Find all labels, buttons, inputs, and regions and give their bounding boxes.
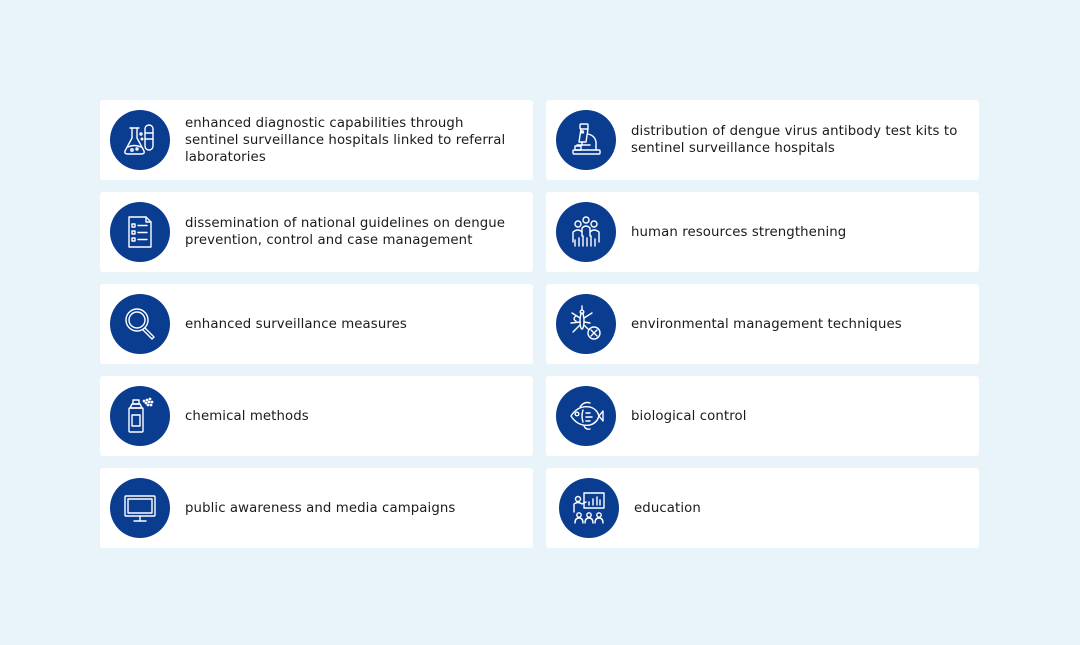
card-label: education <box>634 500 701 516</box>
mosquito-cross-icon <box>556 294 616 354</box>
card-label: distribution of dengue virus antibody test kits to sentinel surveillance hospitals <box>631 124 958 156</box>
checklist-document-icon <box>110 202 170 262</box>
lab-flask-icon <box>110 110 170 170</box>
card-label: public awareness and media campaigns <box>185 500 456 516</box>
card-label: chemical methods <box>185 408 309 424</box>
magnifying-glass-icon <box>110 294 170 354</box>
card-label: dissemination of national guidelines on dengue prevention, control and case management <box>185 216 506 248</box>
fish-icon <box>556 386 616 446</box>
card-human-resources <box>546 192 979 272</box>
spray-can-icon <box>110 386 170 446</box>
card-label: biological control <box>631 408 747 424</box>
microscope-icon <box>556 110 616 170</box>
card-antibody-test-kits <box>546 100 979 180</box>
card-public-awareness <box>100 468 533 548</box>
people-group-icon <box>556 202 616 262</box>
card-label: enhanced surveillance measures <box>185 316 407 332</box>
intervention-grid <box>100 100 980 548</box>
card-label: human resources strengthening <box>631 224 847 240</box>
card-environmental-management <box>546 284 979 364</box>
monitor-icon <box>110 478 170 538</box>
card-national-guidelines <box>100 192 533 272</box>
card-label: environmental management techniques <box>631 316 902 332</box>
card-surveillance-measures <box>100 284 533 364</box>
card-chemical-methods <box>100 376 533 456</box>
card-label: enhanced diagnostic capabilities through sentinel surveillance hospitals linked to referral laboratories <box>185 115 506 165</box>
card-biological-control <box>546 376 979 456</box>
card-diagnostic-capabilities <box>100 100 533 180</box>
classroom-presentation-icon <box>559 478 619 538</box>
card-education <box>546 468 979 548</box>
